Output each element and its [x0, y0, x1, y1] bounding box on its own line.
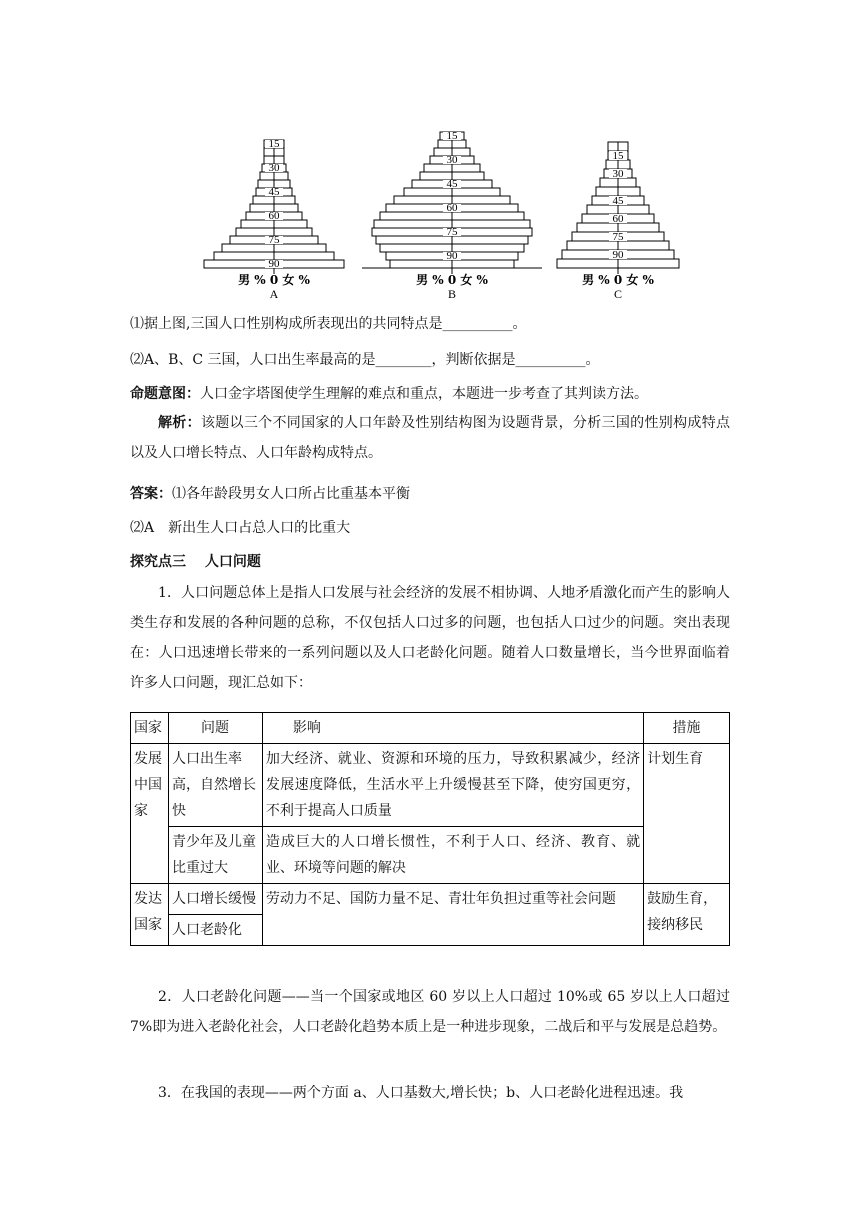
pyramid-tick-label: 30 — [268, 162, 280, 174]
header-effect: 影响 — [262, 713, 643, 744]
pyramid-label: B — [447, 287, 457, 300]
pyramid-tick-label: 90 — [446, 250, 458, 262]
pyramid-b — [362, 130, 542, 300]
table-header-row — [131, 713, 730, 744]
section-title: 探究点三 人口问题 — [130, 554, 261, 570]
pyramid-tick-label: 75 — [612, 231, 624, 243]
pyramid-tick-label: 45 — [446, 178, 458, 190]
country-developed: 发达国家 — [131, 884, 169, 946]
pyramid-tick-label: 30 — [446, 154, 458, 166]
population-problems-table — [130, 712, 730, 946]
effect-youth-ratio: 造成巨大的人口增长惯性，不利于人口、经济、教育、就业、环境等问题的解决 — [262, 827, 643, 884]
pyramid-tick-label: 75 — [446, 226, 458, 238]
measure-developing: 计划生育 — [644, 744, 730, 884]
pyramid-tick-label: 30 — [612, 168, 624, 180]
problem-youth-ratio: 青少年及儿童比重过大 — [168, 827, 262, 884]
pyramid-tick-label: 15 — [446, 130, 458, 142]
question-2: ⑵A、B、C 三国，人口出生率最高的是________，判断依据是__________。 — [130, 352, 600, 368]
pyramid-c — [557, 142, 679, 300]
intent-label: 命题意图： — [130, 386, 200, 402]
pyramid-tick-label: 60 — [612, 213, 624, 225]
pyramid-a — [204, 138, 344, 300]
pyramid-tick-label: 60 — [446, 202, 458, 214]
measure-developed: 鼓励生育，接纳移民 — [644, 884, 730, 946]
country-developing: 发展中国家 — [131, 744, 169, 884]
pyramid-tick-label: 60 — [268, 210, 280, 222]
header-measure: 措施 — [644, 713, 730, 744]
table-row — [131, 884, 730, 946]
question-1: ⑴据上图,三国人口性别构成所表现出的共同特点是__________。 — [130, 316, 527, 332]
header-country: 国家 — [131, 713, 169, 744]
pyramid-tick-label: 15 — [268, 138, 280, 150]
pyramid-tick-label: 90 — [612, 249, 624, 261]
pyramid-tick-label: 90 — [268, 258, 280, 270]
answer-line — [130, 484, 410, 504]
pyramid-axis-label: 男 % 0 女 % — [238, 273, 310, 287]
problem-aging: 人口老龄化 — [171, 922, 242, 938]
effect-developed: 劳动力不足、国防力量不足、青壮年负担过重等社会问题 — [262, 884, 643, 946]
answer-label: 答案： — [130, 486, 172, 502]
population-pyramids-figure — [190, 108, 690, 300]
paragraph-3: 3．在我国的表现——两个方面 a、人口基数大,增长快；b、人口老龄化进程迅速。我 — [158, 1085, 684, 1101]
pyramid-axis-label: 男 % 0 女 % — [582, 273, 654, 287]
intent-text: 人口金字塔图使学生理解的难点和重点，本题进一步考查了其判读方法。 — [200, 386, 648, 402]
problem-slow-growth: 人口增长缓慢 — [169, 884, 262, 915]
paragraph-2: 2．人口老龄化问题——当一个国家或地区 60 岁以上人口超过 10%或 65 岁以上人口超过 7%即为进入老龄化社会，人口老龄化趋势本质上是一种进步现象，二战后和平与发展是总趋势。 — [130, 989, 730, 1035]
pyramid-tick-label: 15 — [612, 150, 624, 162]
pyramid-tick-label: 45 — [612, 195, 624, 207]
table-row — [131, 744, 730, 827]
pyramid-label: A — [269, 287, 279, 300]
pyramid-axis-label: 男 % 0 女 % — [416, 273, 488, 287]
analysis-paragraph — [130, 408, 730, 468]
pyramids-svg — [190, 108, 690, 300]
header-problem: 问题 — [168, 713, 262, 744]
paragraph-1: 1．人口问题总体上是指人口发展与社会经济的发展不相协调、人地矛盾激化而产生的影响人类生存和发展的各种问题的总称，不仅包括人口过多的问题，也包括人口过少的问题。突出表现在：人口迅速增长带来的一系列问题以及人口老龄化问题。随着人口数量增长，当今世界面临着许多人口问题，现汇总如下： — [130, 585, 730, 691]
pyramid-label: C — [613, 287, 623, 300]
pyramid-tick-label: 45 — [268, 186, 280, 198]
analysis-text: 该题以三个不同国家的人口年龄及性别结构图为设题背景，分析三国的性别构成特点以及人口增长特点、人口年龄构成特点。 — [130, 415, 731, 461]
answer-2: ⑵A 新出生人口占总人口的比重大 — [130, 520, 351, 536]
answer-1: ⑴各年龄段男女人口所占比重基本平衡 — [172, 486, 410, 502]
problem-high-birth-rate: 人口出生率高，自然增长快 — [168, 744, 262, 827]
analysis-label: 解析： — [158, 415, 201, 431]
problems-developed — [168, 884, 262, 946]
effect-high-birth-rate: 加大经济、就业、资源和环境的压力，导致积累减少，经济发展速度降低，生活水平上升缓慢甚至下降，使穷国更穷，不利于提高人口质量 — [262, 744, 643, 827]
table-row — [131, 827, 730, 884]
intent-line — [130, 384, 648, 404]
pyramid-tick-label: 75 — [268, 234, 280, 246]
